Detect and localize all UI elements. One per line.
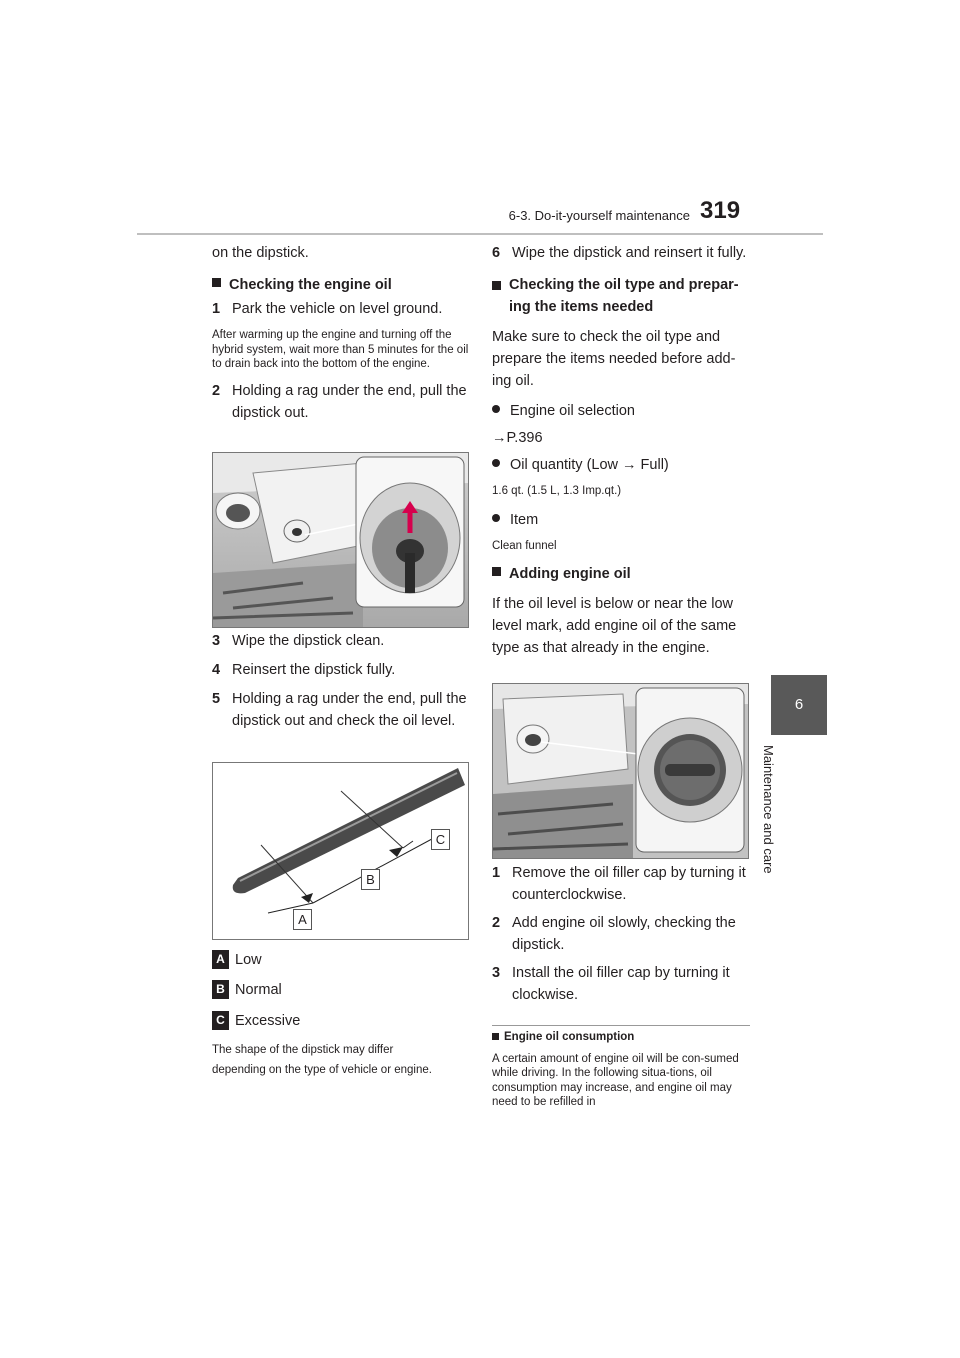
step-4 xyxy=(212,659,470,681)
step-text: Install the oil filler cap by turning it clockwise. xyxy=(512,965,730,1003)
dipstick-label-a: A xyxy=(293,909,312,930)
legend-text: Normal xyxy=(235,981,282,998)
heading-checking-oil xyxy=(212,274,470,296)
legend-excessive xyxy=(212,1011,300,1030)
bullet-dot-icon xyxy=(492,459,500,467)
legend-letter: A xyxy=(212,950,229,969)
page-number: 319 xyxy=(700,197,741,224)
section-title: 6-3. Do-it-yourself maintenance xyxy=(508,208,690,223)
left-column-top xyxy=(212,242,470,424)
bullet-oil-quantity xyxy=(492,454,752,476)
right-column-bottom xyxy=(492,862,752,1006)
dipstick-shape-note: The shape of the dipstick may differ depending on the type of vehicle or engine. xyxy=(212,1044,432,1076)
reference-link[interactable]: →P.396 xyxy=(492,430,543,446)
step-number: 3 xyxy=(492,965,501,981)
chapter-tab[interactable]: 6 xyxy=(771,675,827,735)
note-text: A certain amount of engine oil will be con-sumed while driving. In the following situa-tions, oil consumption may increase, and engine oil may need to be refilled in xyxy=(492,1052,739,1108)
step-text: Holding a rag under the end, pull the dipstick out. xyxy=(232,382,467,421)
heading-adding-oil xyxy=(492,563,752,585)
step-number: 2 xyxy=(212,382,221,399)
square-bullet-icon xyxy=(492,281,501,290)
bullet-dot-icon xyxy=(492,514,500,522)
step-6 xyxy=(492,242,752,264)
figure-dipstick-levels xyxy=(212,762,469,940)
step-number: 1 xyxy=(212,301,221,317)
right-column-top xyxy=(492,242,752,659)
step-number: 1 xyxy=(492,865,501,881)
legend-letter: B xyxy=(212,980,229,999)
chapter-label xyxy=(756,745,776,885)
step-3 xyxy=(212,630,470,652)
continuation-text: on the dipstick. xyxy=(212,245,309,261)
step-number: 2 xyxy=(492,915,501,931)
step-text: Reinsert the dipstick fully. xyxy=(232,662,396,678)
bullet-text: Oil quantity (Low → Full) xyxy=(510,457,669,473)
legend-normal xyxy=(212,980,282,999)
item-value: Clean funnel xyxy=(492,539,557,552)
step-number: 6 xyxy=(492,245,501,261)
left-column-middle xyxy=(212,630,470,732)
figure-dipstick-pull xyxy=(212,452,469,628)
legend-text: Excessive xyxy=(235,1012,301,1029)
bullet-engine-oil-selection xyxy=(492,400,752,422)
legend-letter: C xyxy=(212,1011,229,1030)
chapter-label-text: Maintenance and care xyxy=(761,745,776,874)
add-step-3 xyxy=(492,962,752,1006)
step-5 xyxy=(212,688,470,732)
step-number: 4 xyxy=(212,662,221,678)
engine-bay-illustration xyxy=(213,453,468,627)
add-step-1 xyxy=(492,862,752,906)
figure-oil-filler-cap xyxy=(492,683,749,859)
step-1 xyxy=(212,298,470,320)
note-heading-text: Engine oil consumption xyxy=(504,1031,635,1043)
bullet-item xyxy=(492,509,752,531)
step-2 xyxy=(212,380,470,424)
dipstick-label-b: B xyxy=(361,869,380,890)
dipstick-label-c: C xyxy=(431,829,450,850)
legend-text: Low xyxy=(235,951,262,968)
note-divider xyxy=(492,1025,750,1026)
square-bullet-icon xyxy=(212,278,221,287)
adding-oil-intro: If the oil level is below or near the low level mark, add engine oil of the same type as that already in the engine. xyxy=(492,596,737,656)
legend-low xyxy=(212,950,262,969)
note-heading xyxy=(492,1030,752,1045)
step-text: Holding a rag under the end, pull the dipstick out and check the oil level. xyxy=(232,691,467,729)
dipstick-illustration xyxy=(213,763,468,939)
bullet-text: Item xyxy=(510,511,539,528)
step-number: 5 xyxy=(212,691,221,707)
header-rule xyxy=(137,233,823,235)
oil-type-intro: Make sure to check the oil type and prepare the items needed before add-ing oil. xyxy=(492,329,736,389)
step-text: Park the vehicle on level ground. xyxy=(232,301,443,317)
step-number: 3 xyxy=(212,633,221,649)
bullet-text: Engine oil selection xyxy=(510,403,635,419)
left-column-bottom xyxy=(212,1040,432,1080)
bullet-dot-icon xyxy=(492,405,500,413)
step-text: Remove the oil filler cap by turning it counterclockwise. xyxy=(512,865,746,903)
step-1-note: After warming up the engine and turning off the hybrid system, wait more than 5 minutes for the oil to drain back into the bottom of the engine. xyxy=(212,329,469,370)
heading-oil-type xyxy=(492,274,752,318)
filler-cap-illustration xyxy=(493,684,748,858)
step-text: Add engine oil slowly, checking the dipstick. xyxy=(512,915,736,953)
heading-checking-oil-text: Checking the engine oil xyxy=(229,277,392,293)
square-bullet-icon xyxy=(492,1033,499,1040)
heading-oil-type-text: Checking the oil type and prepar-ing the items needed xyxy=(509,277,739,315)
heading-adding-oil-text: Adding engine oil xyxy=(509,566,631,582)
step-text: Wipe the dipstick clean. xyxy=(232,633,385,649)
oil-quantity-value: 1.6 qt. (1.5 L, 1.3 Imp.qt.) xyxy=(492,485,622,497)
square-bullet-icon xyxy=(492,567,501,576)
add-step-2 xyxy=(492,912,752,956)
consumption-note xyxy=(492,1030,752,1110)
step-text: Wipe the dipstick and reinsert it fully. xyxy=(512,245,747,261)
